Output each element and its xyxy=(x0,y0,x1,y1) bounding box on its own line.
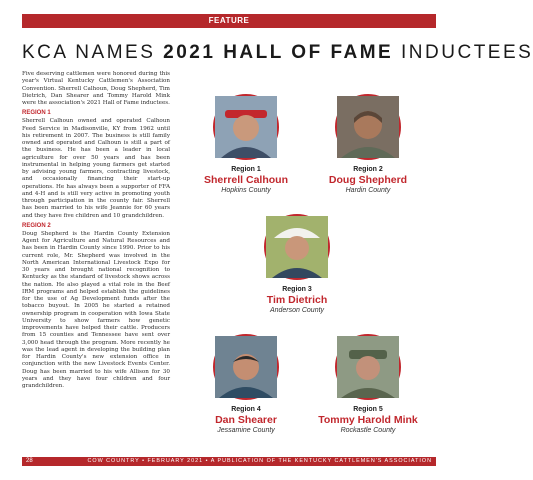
portrait-icon xyxy=(215,336,277,398)
inductee-region: Region 2 xyxy=(353,166,383,173)
inductee-card-5 xyxy=(298,334,438,435)
inductee-name: Tommy Harold Mink xyxy=(318,414,418,426)
inductee-photo-4 xyxy=(213,334,279,400)
inductee-name: Tim Dietrich xyxy=(266,294,328,306)
inductee-region: Region 3 xyxy=(282,286,312,293)
inductee-county: Rockastle County xyxy=(340,427,396,434)
inductee-county: Jessamine County xyxy=(217,427,275,434)
inductee-region: Region 5 xyxy=(353,406,383,413)
inductee-card-2 xyxy=(298,94,438,195)
inductee-card-1 xyxy=(176,94,316,195)
top-bar xyxy=(0,0,458,5)
page-number: 28 xyxy=(26,458,33,464)
inductee-county: Anderson County xyxy=(269,307,325,314)
inductee-photo-5 xyxy=(335,334,401,400)
inductee-county: Hardin County xyxy=(345,187,391,194)
inductee-photo-1 xyxy=(213,94,279,160)
title-part-1: KCA NAMES xyxy=(22,42,164,63)
region-1-text: Sherrell Calhoun owned and operated Calhoun Feed Service in Madisonville, KY from 1962 until his retirement in 2007. The business is still family owned and operated and Calhoun is still a part of the business. He has been a leader in local agriculture for over 50 years and has been instrumental in helping young farmers get started by advising young farmers, contracting livestock, and occasionally financing their start-up operations. He has always been a supporter of FFA and 4-H and is still very active in promoting youth through participation in the county fair. Sherrell has been married to his wife Jeannie for 60 years and they have five children and 10 grandchildren. xyxy=(22,118,170,219)
page-title xyxy=(22,42,533,64)
portrait-icon xyxy=(337,96,399,158)
inductee-name: Doug Shepherd xyxy=(328,174,408,186)
article-body xyxy=(22,71,170,390)
article-intro: Five deserving cattlemen were honored during this year's Virtual Kentucky Cattlemen's Association Convention. Sherrell Calhoun, Doug Shepherd, Tim Dietrich, Dan Shearer and Tommy Harold Mink were the association's 2021 Hall of Fame inductees. xyxy=(22,71,170,106)
title-bold: 2021 HALL OF FAME xyxy=(163,42,394,63)
inductee-photo-3 xyxy=(264,214,330,280)
footer-publication-text: COW COUNTRY • FEBRUARY 2021 • A PUBLICATION OF THE KENTUCKY CATTLEMEN'S ASSOCIATION xyxy=(87,458,432,464)
region-2-text: Doug Shepherd is the Hardin County Extension Agent for Agriculture and Natural Resources and has been in Hardin County since 1990. Prior to his current role, Mr. Shepherd was involved in the North American International Livestock Expo for 30 years and brought national recognition to Kentucky as the standard of livestock shows across the nation. He also played a vital role in the Beef IRM programs and helped establish the guidelines for the use of Ag Development funds after the tobacco buyout. In 2005 he started a retained ownership program in cooperation with Iowa State University to show farmers how genetic improvements have helped their cattle. Producers from 15 counties and Tennessee have sent over 3,000 head through the program. More recently he was the lead agent in developing the building plan for Hardin County's new extension office in conjunction with the new Livestock Events Center. Doug has been married to his wife Allison for 30 years and they have four children and four grandchildren. xyxy=(22,230,170,389)
inductee-card-3 xyxy=(227,214,367,315)
inductee-card-4 xyxy=(176,334,316,435)
title-part-2: INDUCTEES xyxy=(393,42,533,63)
inductee-region: Region 4 xyxy=(231,406,261,413)
section-banner: FEATURE xyxy=(22,14,436,28)
region-2-heading: REGION 2 xyxy=(22,222,51,229)
inductee-name: Dan Shearer xyxy=(215,414,277,426)
inductee-county: Hopkins County xyxy=(221,187,271,194)
inductee-name: Sherrell Calhoun xyxy=(203,174,288,186)
portrait-icon xyxy=(337,336,399,398)
region-1-heading: REGION 1 xyxy=(22,110,51,117)
portrait-icon xyxy=(215,96,277,158)
portrait-icon xyxy=(266,216,328,278)
inductee-region: Region 1 xyxy=(231,166,261,173)
inductee-photo-2 xyxy=(335,94,401,160)
